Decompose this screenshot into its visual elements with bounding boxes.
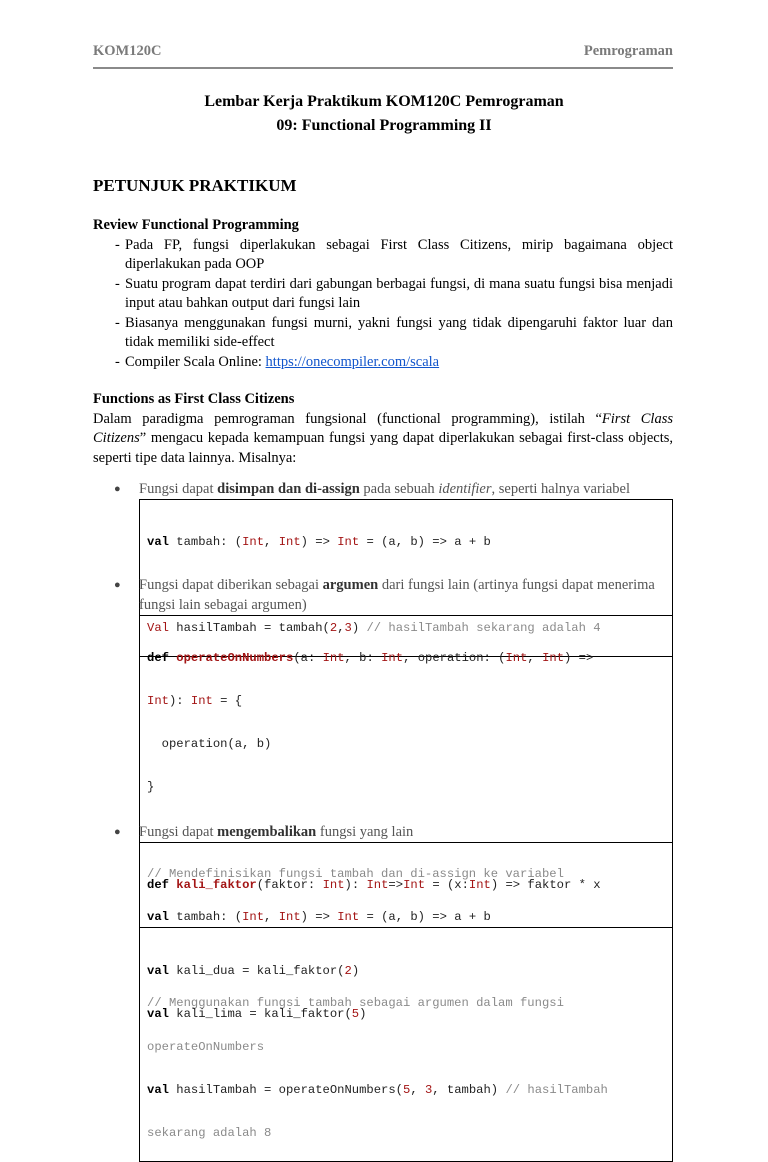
document-title: Lembar Kerja Praktikum KOM120C Pemrograman: [204, 93, 564, 110]
code-line: def kali_faktor(faktor: Int): Int=>Int = (x:Int) => faktor * x: [147, 877, 601, 892]
code-line: // Menggunakan fungsi tambah sebagai argumen dalam fungsi: [147, 996, 564, 1011]
code-line: operateOnNumbers: [147, 1039, 265, 1054]
code-line: val kali_lima = kali_faktor(5): [147, 1007, 367, 1022]
code-line: val kali_dua = kali_faktor(2): [147, 964, 360, 979]
review-item: - Biasanya menggunakan fungsi murni, yakni fungsi yang tidak dipengaruhi faktor luar dan tidak memiliki side-effect: [115, 314, 673, 350]
code-line: Int): Int = {: [147, 694, 243, 709]
code-line: val hasilTambah = operateOnNumbers(5, 3, tambah) // hasilTambah: [147, 1082, 608, 1097]
code-line: val tambah: (Int, Int) => Int = (a, b) => a + b: [147, 910, 491, 925]
bullet-dot-icon: ●: [114, 483, 121, 495]
compiler-link[interactable]: https://onecompiler.com/scala: [265, 353, 440, 370]
code-line: }: [147, 780, 155, 795]
code-line: sekarang adalah 8: [147, 1126, 272, 1141]
review-title: Review Functional Programming: [93, 217, 299, 233]
header-course-code: KOM120C: [93, 43, 162, 59]
review-list: [93, 236, 673, 373]
review-item-compiler: - Compiler Scala Online: https://onecompiler.com/scala: [115, 353, 440, 370]
fcc-paragraph: Dalam paradigma pemrograman fungsional (functional programming), istilah “First Class Citizens” mengacu kepada kemampuan fungsi yang dapat diperlakukan sebagai first-class objects, seperti tipe data lainnya. Misalnya:: [93, 410, 673, 466]
page-header: [93, 43, 673, 69]
fcc-section: [93, 390, 673, 468]
bullet-item: ● Fungsi dapat disimpan dan di-assign pada sebuah identifier, seperti halnya variabel: [114, 481, 630, 497]
bullet-dot-icon: ●: [114, 579, 121, 591]
fcc-title: Functions as First Class Citizens: [93, 391, 295, 407]
bullet-item: ● Fungsi dapat mengembalikan fungsi yang lain: [114, 824, 414, 840]
bullet-item: ● Fungsi dapat diberikan sebagai argumen dari fungsi lain (artinya fungsi dapat menerima fungsi lain sebagai argumen): [114, 577, 655, 613]
document-subtitle: 09: Functional Programming II: [276, 117, 492, 134]
review-item: - Pada FP, fungsi diperlakukan sebagai First Class Citizens, mirip bagaimana object diperlakukan pada OOP: [115, 236, 673, 272]
code-line: // Mendefinisikan fungsi tambah dan di-assign ke variabel: [147, 866, 564, 881]
code-line: Val hasilTambah = tambah(2,3) // hasilTambah sekarang adalah 4: [147, 621, 601, 636]
code-line: def operateOnNumbers(a: Int, b: Int, operation: (Int, Int) =>: [147, 650, 594, 665]
review-section: [93, 216, 673, 372]
review-item: - Suatu program dapat terdiri dari gabungan berbagai fungsi, di mana suatu fungsi bisa menjadi input atau bahkan output dari fungsi lain: [115, 275, 673, 311]
bullet-dot-icon: ●: [114, 826, 121, 838]
header-course-name: Pemrograman: [583, 43, 673, 59]
code-line: operation(a, b): [147, 737, 272, 752]
code-line: val tambah: (Int, Int) => Int = (a, b) => a + b: [147, 534, 491, 549]
section-heading: PETUNJUK PRAKTIKUM: [93, 176, 297, 195]
code-line: [147, 921, 665, 935]
